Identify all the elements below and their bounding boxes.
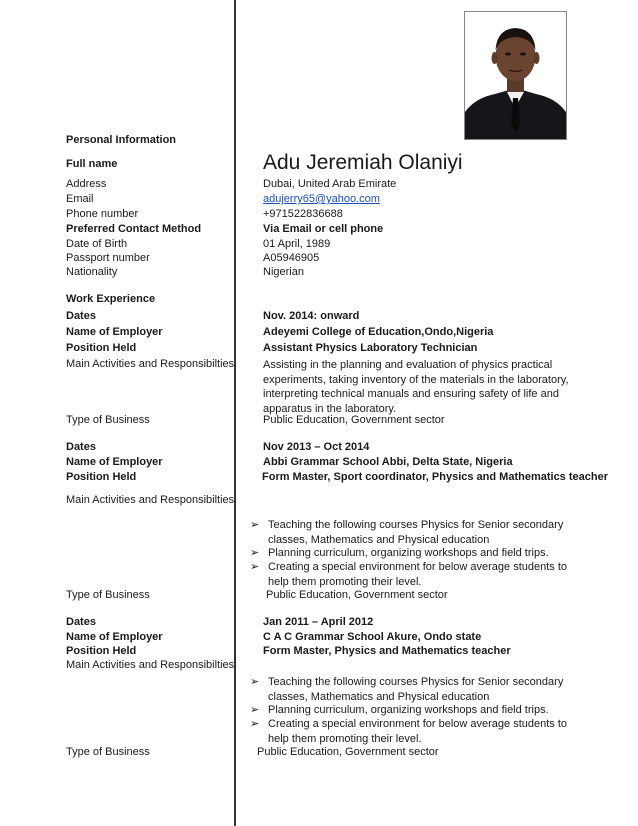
job1-business: Public Education, Government sector [263, 414, 445, 426]
job1-position: Assistant Physics Laboratory Technician [263, 342, 478, 354]
job3-bullet-text: Planning curriculum, organizing workshops and field trips. [268, 704, 549, 716]
job2-business-label: Type of Business [66, 589, 150, 601]
phone-label: Phone number [66, 208, 139, 220]
job2-dates: Nov 2013 – Oct 2014 [263, 441, 370, 453]
job2-bullet-text: Creating a special environment for below average students to help them promoting their level. [268, 561, 568, 588]
arrow-bullet-icon: ➢ [250, 704, 260, 716]
job2-bullet-text: Planning curriculum, organizing workshops and field trips. [268, 547, 549, 559]
arrow-bullet-icon: ➢ [250, 676, 260, 688]
personal-info-heading: Personal Information [66, 134, 177, 146]
nationality-value: Nigerian [263, 266, 304, 278]
job3-activities-label: Main Activities and Responsibilties [66, 659, 235, 671]
work-experience-heading: Work Experience [66, 293, 156, 305]
fullname-value: Adu Jeremiah Olaniyi [263, 151, 463, 174]
job3-employer: C A C Grammar School Akure, Ondo state [263, 631, 482, 643]
arrow-bullet-icon: ➢ [250, 547, 260, 559]
passport-label: Passport number [66, 252, 150, 264]
job3-bullet [250, 675, 590, 704]
arrow-bullet-icon: ➢ [250, 718, 260, 730]
address-value: Dubai, United Arab Emirate [263, 178, 397, 190]
job3-bullet [250, 703, 590, 718]
job2-dates-label: Dates [66, 441, 96, 453]
phone-value: +971522836688 [263, 208, 343, 220]
job1-activities-label: Main Activities and Responsibilties [66, 358, 235, 370]
job3-dates: Jan 2011 – April 2012 [263, 616, 374, 628]
job2-position: Form Master, Sport coordinator, Physics and Mathematics teacher [262, 471, 608, 483]
email-label: Email [66, 193, 94, 205]
fullname-label: Full name [66, 158, 118, 170]
job2-business: Public Education, Government sector [266, 589, 448, 601]
column-divider [234, 0, 236, 826]
job1-business-label: Type of Business [66, 414, 150, 426]
job2-bullet [250, 546, 590, 561]
job3-business: Public Education, Government sector [257, 746, 439, 758]
job3-bullet-text: Creating a special environment for below average students to help them promoting their level. [268, 718, 568, 745]
address-label: Address [66, 178, 107, 190]
arrow-bullet-icon: ➢ [250, 519, 260, 531]
arrow-bullet-icon: ➢ [250, 561, 260, 573]
profile-photo [464, 11, 567, 140]
job3-bullet [250, 717, 590, 746]
job2-bullet-text: Teaching the following courses Physics for Senior secondary classes, Mathematics and Physical education [268, 519, 564, 546]
job1-position-label: Position Held [66, 342, 137, 354]
contact-method-value: Via Email or cell phone [263, 223, 384, 235]
contact-method-label: Preferred Contact Method [66, 223, 202, 235]
email-link[interactable]: adujerry65@yahoo.com [263, 193, 380, 205]
job2-bullet [250, 560, 590, 589]
job3-business-label: Type of Business [66, 746, 150, 758]
job2-activities-label: Main Activities and Responsibilties [66, 494, 235, 506]
job1-dates-label: Dates [66, 310, 96, 322]
job2-employer-label: Name of Employer [66, 456, 163, 468]
nationality-label: Nationality [66, 266, 118, 278]
job3-employer-label: Name of Employer [66, 631, 163, 643]
job3-dates-label: Dates [66, 616, 96, 628]
dob-label: Date of Birth [66, 238, 128, 250]
passport-value: A05946905 [263, 252, 320, 264]
job1-employer: Adeyemi College of Education,Ondo,Nigeria [263, 326, 494, 338]
job1-dates: Nov. 2014: onward [263, 310, 360, 322]
job1-activities: Assisting in the planning and evaluation of physics practical experiments, taking inventory of the materials in the laboratory, interpreting technical manuals and ensuring safety of life and apparatus in the laboratory. [263, 359, 569, 415]
job3-position: Form Master, Physics and Mathematics teacher [263, 645, 511, 657]
job2-bullet [250, 518, 590, 547]
job2-position-label: Position Held [66, 471, 137, 483]
dob-value: 01 April, 1989 [263, 238, 331, 250]
job2-employer: Abbi Grammar School Abbi, Delta State, Nigeria [263, 456, 513, 468]
job3-position-label: Position Held [66, 645, 137, 657]
job1-employer-label: Name of Employer [66, 326, 163, 338]
job3-bullet-text: Teaching the following courses Physics for Senior secondary classes, Mathematics and Physical education [268, 676, 564, 703]
